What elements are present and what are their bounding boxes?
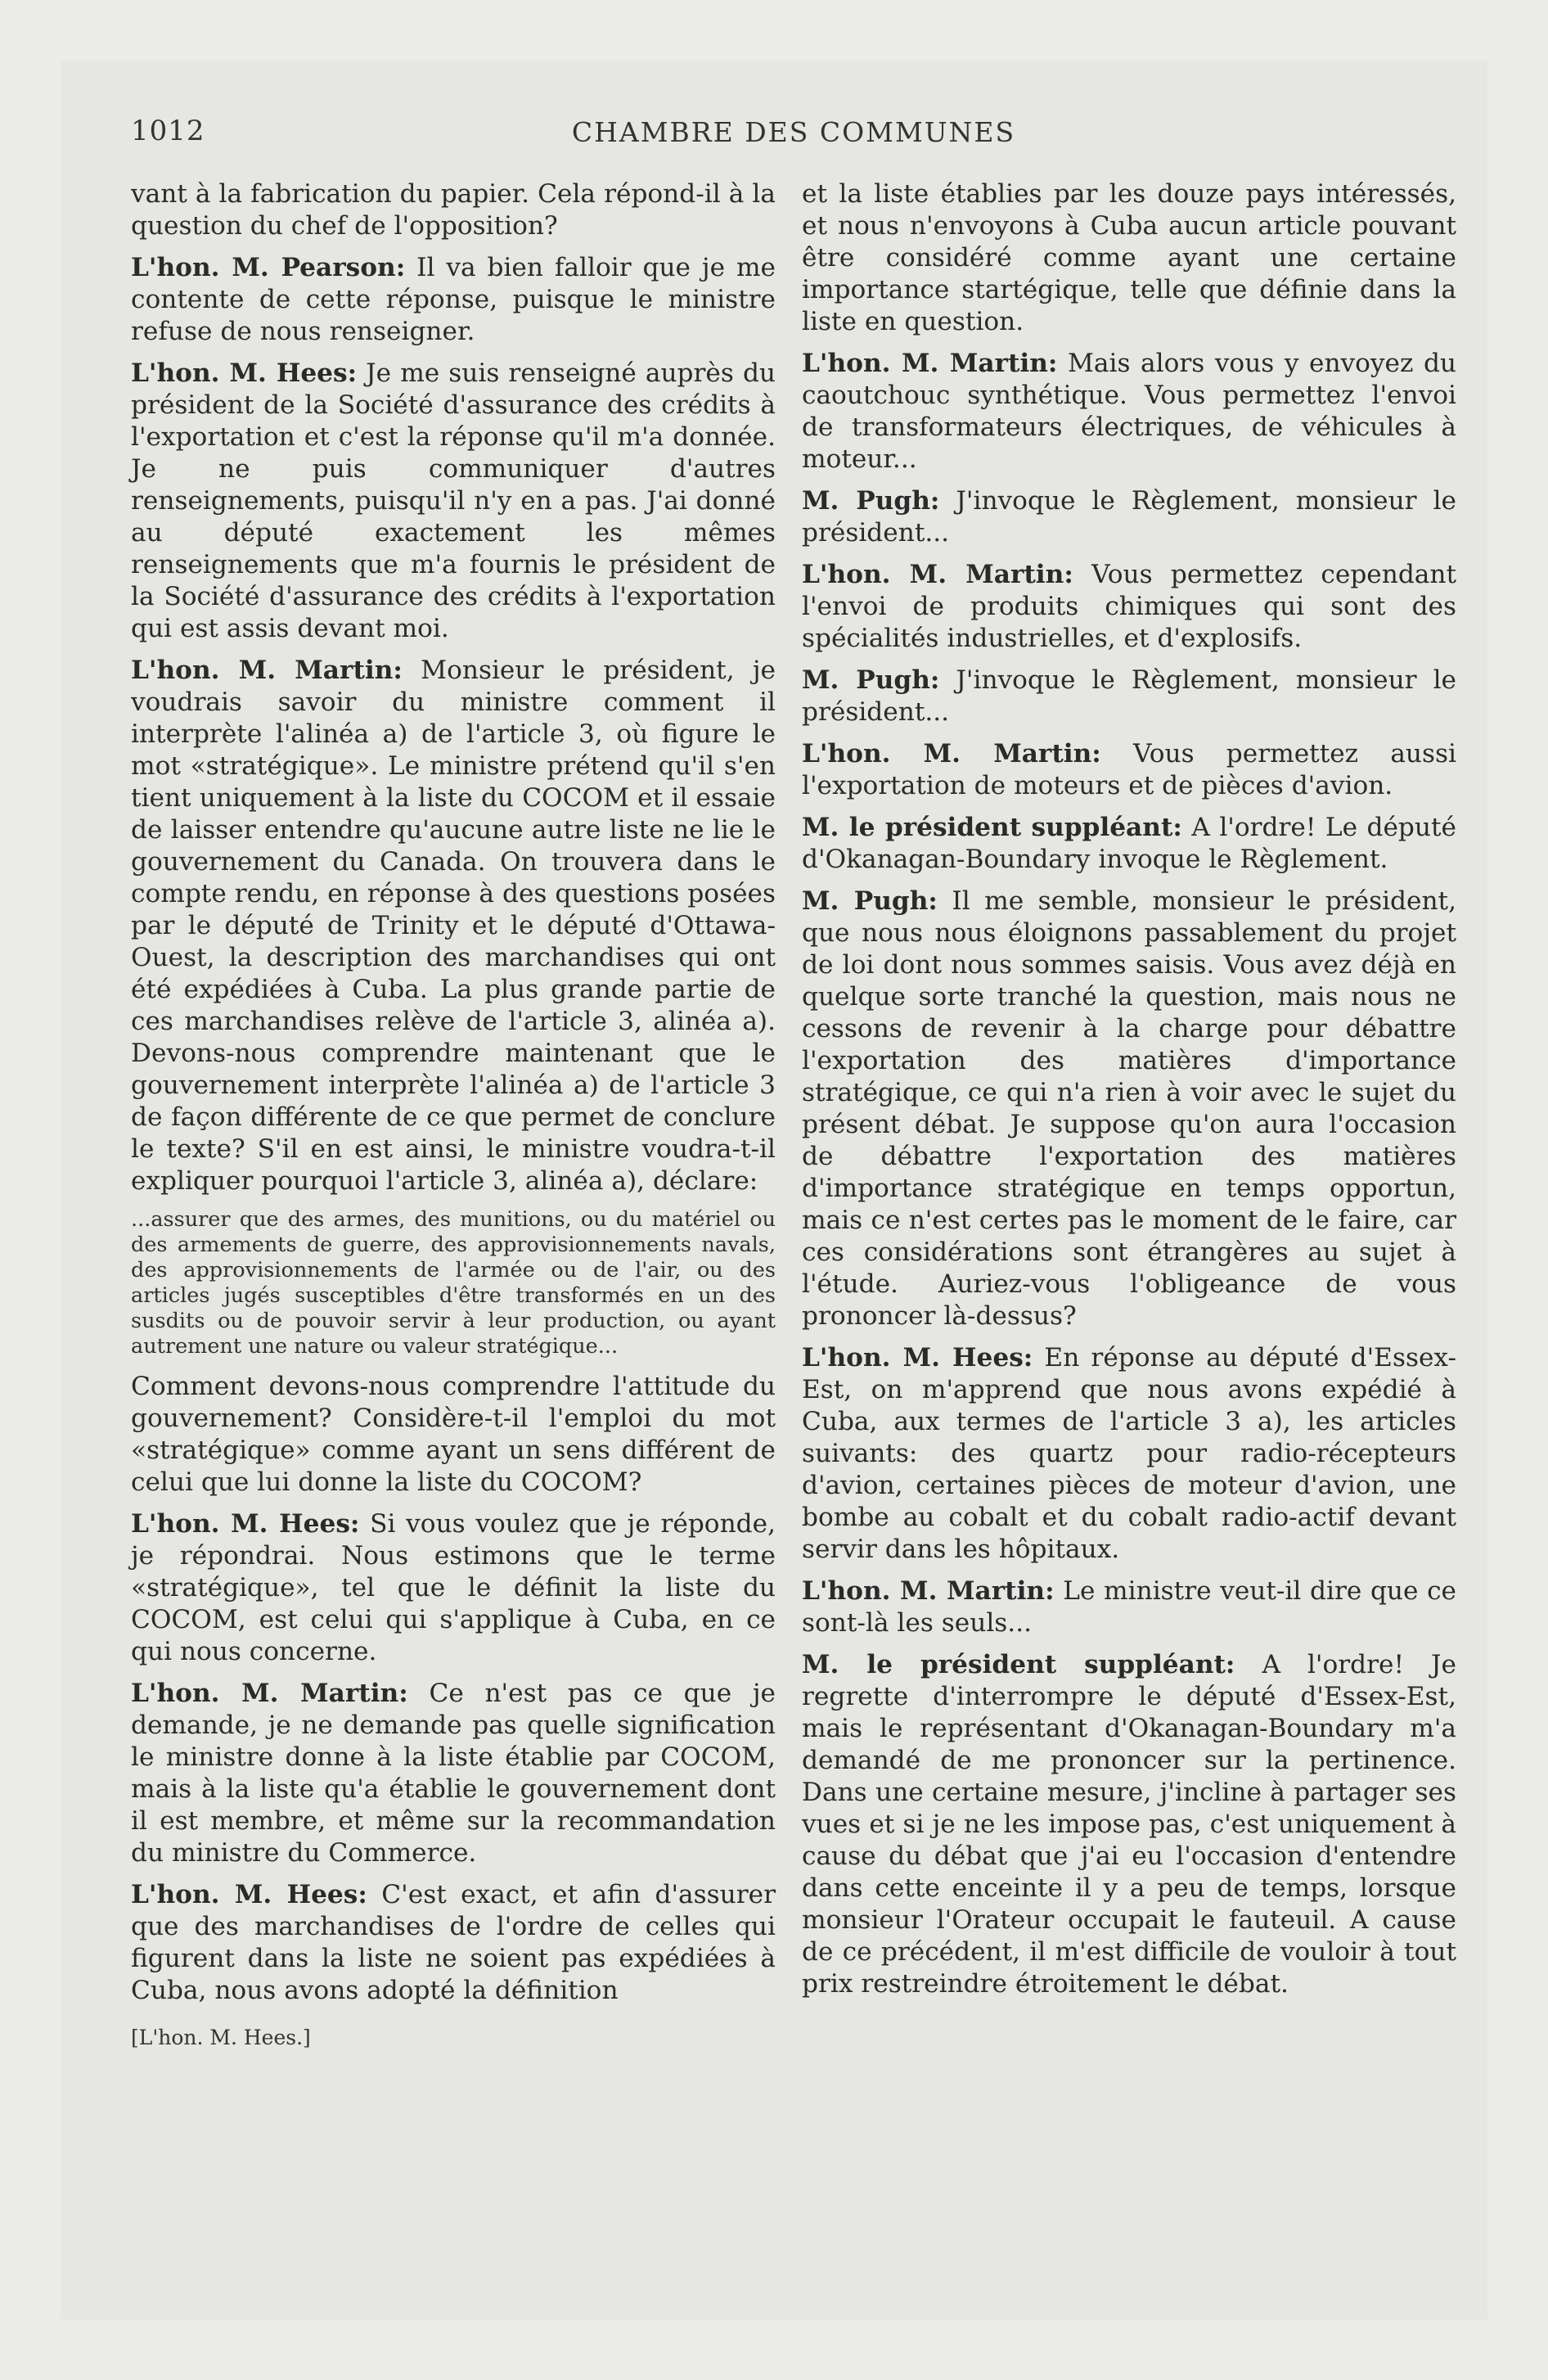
paragraph	[131, 1371, 776, 1499]
paragraph-text: Comment devons-nous comprendre l'attitude du gouvernement? Considère-t-il l'emploi du mot «stratégique» comme ayant un sens différent de celui que lui donne la liste du COCOM?	[131, 1372, 776, 1497]
paragraph	[131, 252, 776, 348]
paragraph	[131, 1508, 776, 1668]
paragraph-text: A l'ordre! Je regrette d'interrompre le député d'Essex-Est, mais le représentant d'Okanagan-Boundary m'a demandé de me prononcer sur la pertinence. Dans une certaine mesure, j'incline à partager ses vues et si je ne les impose pas, c'est uniquement à cause du débat que j'ai eu l'occasion d'entendre dans cette enceinte il y a peu de temps, lorsque monsieur l'Orateur occupait le fauteuil. A cause de ce précédent, il m'est difficile de vouloir à tout prix restreindre étroitement le débat.	[802, 1650, 1456, 1999]
speaker-name: M. Pugh:	[802, 486, 940, 516]
page-number: 1012	[131, 115, 205, 147]
speaker-name: M. Pugh:	[802, 886, 938, 916]
paragraph	[802, 886, 1456, 1332]
paragraph-text: Le ministre veut-il dire que ce sont-là les seuls...	[802, 1576, 1457, 1638]
paragraph-text: Mais alors vous y envoyez du caoutchouc synthétique. Vous permettez l'envoi de transformateurs électriques, de véhicules à moteur...	[802, 349, 1457, 474]
paragraph-text: Vous permettez aussi l'exportation de moteurs et de pièces d'avion.	[802, 739, 1456, 800]
paragraph-text: et la liste établies par les douze pays intéressés, et nous n'envoyons à Cuba aucun article pouvant être considéré comme ayant une certaine importance startégique, telle que définie dans la liste en question.	[802, 179, 1456, 336]
speaker-name: L'hon. M. Martin:	[131, 1679, 408, 1708]
running-head: CHAMBRE DES COMMUNES	[571, 116, 1016, 148]
paragraph	[802, 178, 1456, 338]
paragraph	[802, 738, 1456, 802]
speaker-name: L'hon. M. Hees:	[131, 358, 358, 388]
paragraph-text: ...assurer que des armes, des munitions, ou du matériel ou des armements de guerre, des approvisionnements navals, des approvisionnements de l'armée ou de l'air, ou des articles jugés susceptibles d'être transformés en un des susdits ou de pouvoir servir à leur production, ou ayant autrement une nature ou valeur stratégique...	[131, 1207, 776, 1359]
speaker-name: L'hon. M. Pearson:	[131, 253, 406, 282]
right-column	[802, 178, 1456, 2010]
paragraph	[802, 1342, 1456, 1566]
speaker-name: L'hon. M. Hees:	[131, 1880, 367, 1909]
paragraph-text: J'invoque le Règlement, monsieur le président...	[802, 486, 1457, 548]
paragraph-text: Vous permettez cependant l'envoi de produits chimiques qui sont des spécialités industrielles, et d'explosifs.	[802, 560, 1457, 653]
paragraph	[131, 358, 776, 645]
speaker-reference-footer: [L'hon. M. Hees.]	[131, 2026, 311, 2049]
page-header	[131, 115, 1456, 156]
paragraph	[802, 559, 1456, 655]
speaker-name: L'hon. M. Hees:	[802, 1343, 1033, 1373]
paragraph	[802, 485, 1456, 549]
paragraph-text: Ce n'est pas ce que je demande, je ne demande pas quelle signification le ministre donne à la liste établie par COCOM, mais à la liste qu'a établie le gouvernement dont il est membre, et même sur la recommandation du ministre du Commerce.	[131, 1679, 776, 1868]
paragraph-text: C'est exact, et afin d'assurer que des marchandises de l'ordre de celles qui figurent dans la liste ne soient pas expédiées à Cuba, nous avons adopté la définition	[131, 1880, 776, 2005]
paragraph-text: Si vous voulez que je réponde, je répondrai. Nous estimons que le terme «stratégique», tel que le définit la liste du COCOM, est celui qui s'applique à Cuba, en ce qui nous concerne.	[131, 1509, 776, 1666]
paragraph-text: vant à la fabrication du papier. Cela répond-il à la question du chef de l'opposition?	[131, 179, 776, 241]
paragraph-text: Il me semble, monsieur le président, que nous nous éloignons passablement du projet de loi dont nous sommes saisis. Vous avez déjà en quelque sorte tranché la question, mais nous ne cessons de revenir à la charge pour débattre l'exportation des matières d'importance stratégique, ce qui n'a rien à voir avec le sujet du présent débat. Je suppose qu'on aura l'occasion de débattre l'exportation des matières d'importance stratégique en temps opportun, mais ce n'est certes pas le moment de le faire, car ces considérations sont étrangères au sujet à l'étude. Auriez-vous l'obligeance de vous prononcer là-dessus?	[802, 886, 1457, 1331]
paragraph	[802, 812, 1456, 876]
speaker-name: L'hon. M. Martin:	[131, 656, 403, 685]
left-column	[131, 178, 776, 2053]
paragraph-text: A l'ordre! Le député d'Okanagan-Boundary invoque le Règlement.	[802, 813, 1456, 874]
speaker-name: L'hon. M. Martin:	[802, 560, 1073, 589]
paragraph	[131, 1879, 776, 2007]
speaker-name: L'hon. M. Martin:	[802, 349, 1058, 378]
paragraph-text: J'invoque le Règlement, monsieur le président...	[802, 665, 1457, 727]
speaker-name: M. le président suppléant:	[802, 1650, 1235, 1679]
paragraph	[802, 348, 1456, 476]
speaker-name: L'hon. M. Martin:	[802, 739, 1101, 769]
paragraph-text: En réponse au député d'Essex-Est, on m'apprend que nous avons expédié à Cuba, aux termes de l'article 3 a), les articles suivants: des quartz pour radio-récepteurs d'avion, certaines pièces de moteur d'avion, une bombe au cobalt et du cobalt radio-actif devant servir dans les hôpitaux.	[802, 1343, 1456, 1564]
paragraph-text: Il va bien falloir que je me contente de cette réponse, puisque le ministre refuse de nous renseigner.	[131, 253, 776, 346]
paragraph	[131, 1678, 776, 1869]
quoted-passage	[131, 1207, 776, 1359]
paragraph-text: Je me suis renseigné auprès du président de la Société d'assurance des crédits à l'exportation et c'est la réponse qu'il m'a donnée. Je ne puis communiquer d'autres renseignements, puisqu'il n'y en a pas. J'ai donné au député exactement les mêmes renseignements que m'a fournis le président de la Société d'assurance des crédits à l'exportation qui est assis devant moi.	[131, 358, 776, 643]
paragraph	[131, 178, 776, 242]
speaker-name: L'hon. M. Hees:	[131, 1509, 360, 1539]
paragraph	[802, 1575, 1456, 1639]
paragraph-text: Monsieur le président, je voudrais savoir du ministre comment il interprète l'alinéa a) de l'article 3, où figure le mot «stratégique». Le ministre prétend qu'il s'en tient uniquement à la liste du COCOM et il essaie de laisser entendre qu'aucune autre liste ne lie le gouvernement du Canada. On trouvera dans le compte rendu, en réponse à des questions posées par le député de Trinity et le député d'Ottawa-Ouest, la description des marchandises qui ont été expédiées à Cuba. La plus grande partie de ces marchandises relève de l'article 3, alinéa a). Devons-nous comprendre maintenant que le gouvernement interprète l'alinéa a) de l'article 3 de façon différente de ce que permet de conclure le texte? S'il en est ainsi, le ministre voudra-t-il expliquer pourquoi l'article 3, alinéa a), déclare:	[131, 656, 776, 1196]
speaker-name: M. le président suppléant:	[802, 813, 1182, 842]
paragraph	[802, 1649, 1456, 2000]
speaker-name: M. Pugh:	[802, 665, 940, 695]
paragraph	[802, 665, 1456, 728]
paragraph	[131, 655, 776, 1197]
speaker-name: L'hon. M. Martin:	[802, 1576, 1055, 1606]
